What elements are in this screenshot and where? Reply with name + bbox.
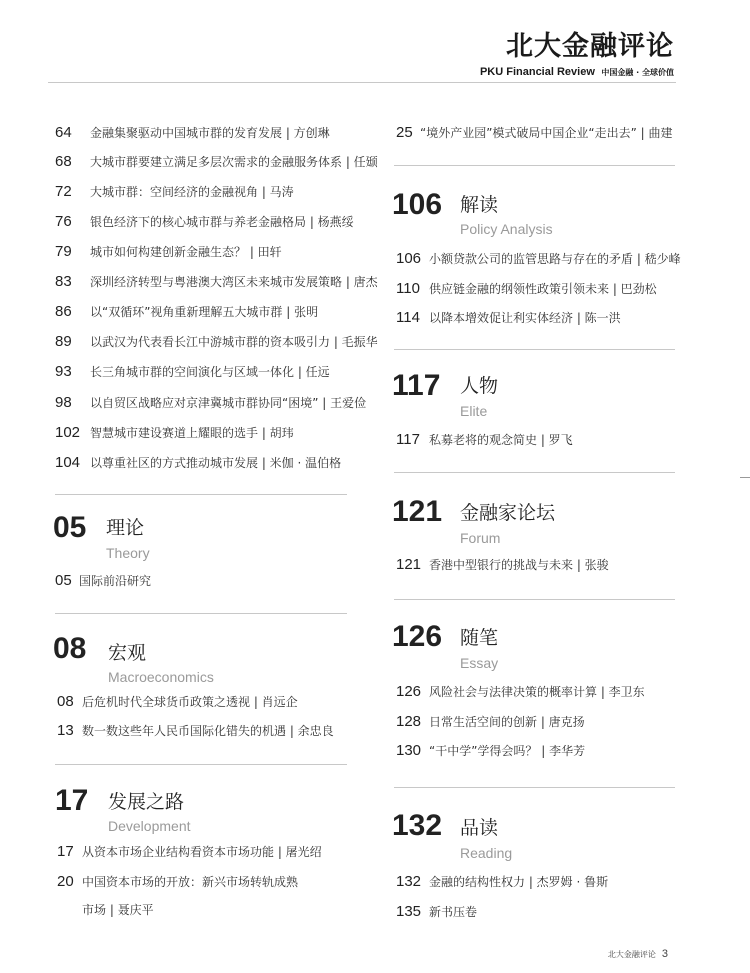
toc-entry[interactable]: 93 长三角城市群的空间演化与区域一体化 | 任远 — [55, 363, 330, 380]
section-title: 发展之路 — [108, 791, 185, 813]
section-number: 08 — [53, 632, 87, 665]
toc-entry[interactable]: 83 深圳经济转型与粤港澳大湾区未来城市发展策略 | 唐杰 — [55, 273, 378, 290]
section-divider — [394, 787, 675, 788]
section-english-title: Forum — [460, 530, 501, 546]
section-divider — [55, 613, 347, 614]
edge-mark — [740, 477, 750, 478]
toc-entry[interactable]: 104 以尊重社区的方式推动城市发展 | 米伽 · 温伯格 — [55, 454, 342, 471]
toc-entry[interactable]: 128 日常生活空间的创新 | 唐克扬 — [396, 713, 585, 730]
section-divider — [394, 165, 675, 166]
toc-entry[interactable]: 05 国际前沿研究 — [55, 572, 152, 589]
magazine-english-title: PKU Financial Review — [479, 66, 595, 78]
toc-entry[interactable]: 135 新书压卷 — [396, 903, 478, 920]
toc-entry[interactable]: 76 银色经济下的核心城市群与养老金融格局 | 杨燕绥 — [55, 213, 354, 230]
section-title: 解读 — [460, 194, 499, 216]
toc-entry[interactable]: 110 供应链金融的纲领性政策引领未来 | 巴劲松 — [396, 280, 657, 297]
toc-entry[interactable]: 98 以自贸区战略应对京津冀城市群协同“困境” | 王爱俭 — [55, 394, 367, 411]
masthead — [480, 30, 674, 80]
section-number: 132 — [392, 809, 443, 842]
section-english-title: Theory — [106, 545, 150, 561]
toc-entry[interactable]: 68 大城市群要建立满足多层次需求的金融服务体系 | 任颋 — [55, 153, 378, 170]
section-number: 05 — [53, 511, 87, 544]
page-footer — [608, 948, 668, 960]
toc-entry[interactable]: 79 城市如何构建创新金融生态？ | 田轩 — [55, 243, 282, 260]
toc-entry[interactable]: 08 后危机时代全球货币政策之透视 | 肖远企 — [57, 693, 298, 710]
footer-label: 北大金融评论 — [607, 950, 656, 959]
toc-entry[interactable]: 130 “干中学”学得会吗？ | 李华芳 — [396, 742, 586, 759]
magazine-tagline: 中国金融 · 全球价值 — [601, 68, 674, 77]
toc-entry[interactable]: 102 智慧城市建设赛道上耀眼的选手 | 胡玮 — [55, 424, 294, 441]
section-english-title: Elite — [460, 403, 488, 419]
toc-entry[interactable]: 121 香港中型银行的挑战与未来 | 张骏 — [396, 556, 609, 573]
toc-entry[interactable]: 72 大城市群：空间经济的金融视角 | 马涛 — [55, 183, 294, 200]
section-number: 121 — [392, 495, 443, 528]
section-english-title: Development — [108, 818, 191, 834]
section-divider — [394, 472, 675, 473]
section-english-title: Essay — [460, 655, 499, 671]
toc-entry[interactable]: 13 数一数这些年人民币国际化错失的机遇 | 余忠良 — [57, 722, 334, 739]
section-divider — [55, 764, 347, 765]
page-number: 3 — [661, 948, 668, 960]
header-divider — [48, 82, 676, 83]
toc-entry[interactable]: 106 小额贷款公司的监管思路与存在的矛盾 | 嵇少峰 — [396, 250, 681, 267]
section-divider — [394, 599, 675, 600]
toc-entry[interactable]: 86 以“双循环”视角重新理解五大城市群 | 张明 — [55, 303, 319, 320]
section-title: 宏观 — [108, 642, 147, 664]
section-number: 126 — [392, 620, 443, 653]
section-divider — [55, 494, 347, 495]
section-number: 117 — [392, 369, 441, 402]
section-english-title: Policy Analysis — [460, 221, 553, 237]
section-title: 理论 — [106, 517, 145, 539]
masthead-subtitle — [480, 65, 674, 80]
section-english-title: Macroeconomics — [108, 669, 214, 685]
toc-entry[interactable]: 25 “境外产业园”模式破局中国企业“走出去” | 曲建 — [396, 124, 673, 141]
toc-entry[interactable]: 117 私募老将的观念简史 | 罗飞 — [396, 431, 573, 448]
toc-entry-continuation: 市场 | 聂庆平 — [82, 903, 154, 917]
toc-entry[interactable]: 20 中国资本市场的开放：新兴市场转轨成熟 — [57, 873, 299, 890]
toc-entry[interactable]: 114 以降本增效促让利实体经济 | 陈一洪 — [396, 309, 621, 326]
magazine-title: 北大金融评论 — [506, 31, 674, 62]
toc-entry[interactable]: 89 以武汉为代表看长江中游城市群的资本吸引力 | 毛振华 — [55, 333, 378, 350]
section-title: 金融家论坛 — [460, 502, 556, 524]
section-divider — [394, 349, 675, 350]
section-number: 17 — [55, 784, 89, 817]
toc-entry[interactable]: 126 风险社会与法律决策的概率计算 | 李卫东 — [396, 683, 645, 700]
section-title: 随笔 — [460, 627, 499, 649]
section-number: 106 — [392, 188, 443, 221]
section-title: 品读 — [460, 817, 499, 839]
toc-entry[interactable]: 64 金融集聚驱动中国城市群的发育发展 | 方创琳 — [55, 124, 330, 141]
section-english-title: Reading — [460, 845, 513, 861]
section-title: 人物 — [460, 375, 499, 397]
toc-entry[interactable]: 132 金融的结构性权力 | 杰罗姆 · 鲁斯 — [396, 873, 609, 890]
toc-entry[interactable]: 17 从资本市场企业结构看资本市场功能 | 屠光绍 — [57, 843, 322, 860]
